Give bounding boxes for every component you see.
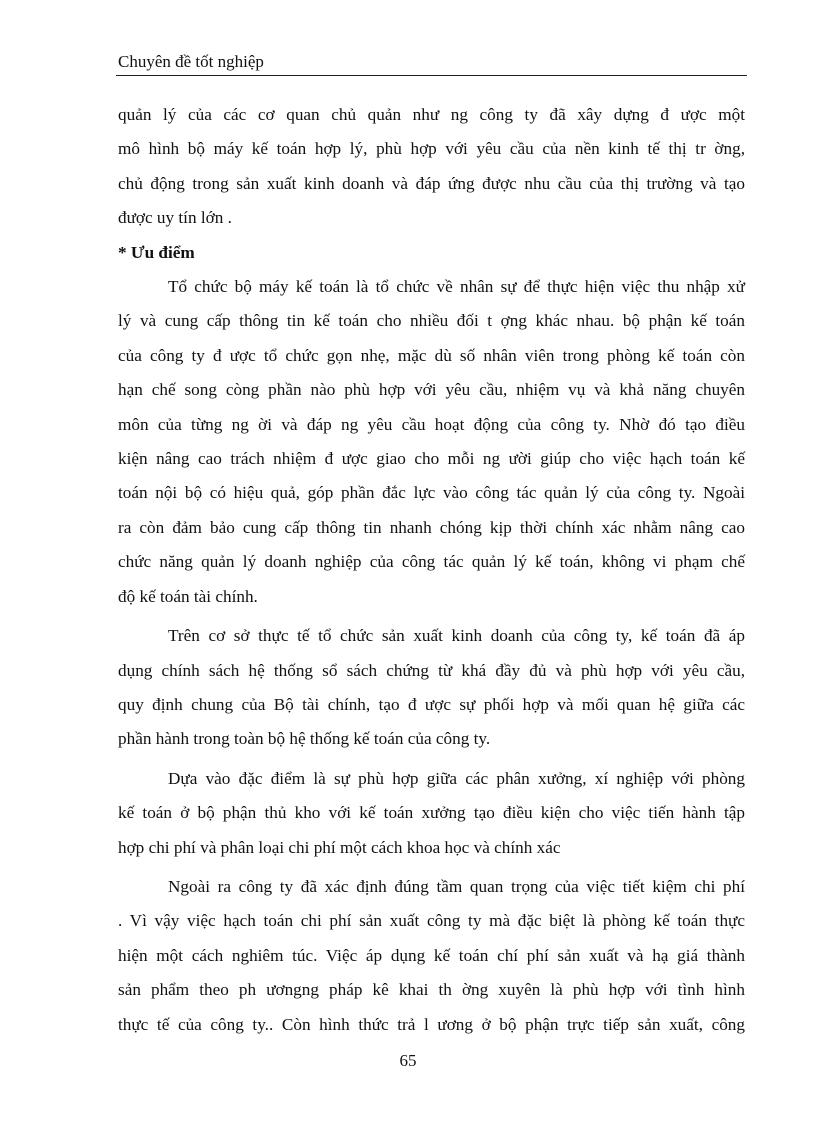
body-line: được uy tín lớn . bbox=[118, 208, 232, 228]
document-header: Chuyên đề tốt nghiệp bbox=[118, 52, 264, 71]
body-line: quản lý của các cơ quan chủ quản như ng công ty đã xây dựng đ ược một bbox=[118, 105, 745, 124]
section-heading: * Ưu điểm bbox=[118, 242, 195, 262]
body-line: Trên cơ sở thực tế tổ chức sản xuất kinh doanh của công ty, kế toán đã áp bbox=[168, 626, 745, 646]
body-line: độ kế toán tài chính. bbox=[118, 586, 258, 606]
page-number: 65 bbox=[399, 1051, 417, 1070]
body-line: hợp chi phí và phân loại chi phí một cách khoa học và chính xác bbox=[118, 837, 561, 857]
body-line: môn của từng ng ời và đáp ng yêu cầu hoạt động của công ty. Nhờ đó tạo điều bbox=[118, 414, 745, 434]
body-line: chức năng quản lý doanh nghiệp của công tác quản lý kế toán, không vi phạm chế bbox=[118, 552, 745, 572]
body-line: phần hành trong toàn bộ hệ thống kế toán của công ty. bbox=[118, 729, 491, 749]
body-line: Tổ chức bộ máy kế toán là tổ chức về nhân sự để thực hiện việc thu nhập xử bbox=[168, 277, 745, 297]
body-line: hạn chế song còng phần nào phù hợp với yêu cầu, nhiệm vụ và khả năng chuyên bbox=[118, 380, 745, 400]
body-line: thực tế của công ty.. Còn hình thức trả l ương ở bộ phận trực tiếp sản xuất, công bbox=[118, 1014, 745, 1034]
document-body bbox=[118, 98, 745, 1042]
body-line: kế toán ở bộ phận thủ kho với kế toán xưởng tạo điều kiện cho việc tiến hành tập bbox=[118, 803, 745, 823]
body-line: sản phẩm theo ph ươngng pháp kê khai th ờng xuyên là phù hợp với tình hình bbox=[118, 980, 745, 1000]
header-divider bbox=[116, 75, 747, 76]
body-line: Dựa vào đặc điểm là sự phù hợp giữa các phân xưởng, xí nghiệp với phòng bbox=[168, 768, 745, 788]
body-line: mô hình bộ máy kế toán hợp lý, phù hợp với yêu cầu của nền kinh tế thị tr ờng, bbox=[118, 139, 745, 159]
body-line: quy định chung của Bộ tài chính, tạo đ ược sự phối hợp và mối quan hệ giữa các bbox=[118, 694, 745, 714]
body-line: ra còn đảm bảo cung cấp thông tin nhanh chóng kịp thời chính xác nhằm nâng cao bbox=[118, 517, 745, 537]
body-line: . Vì vậy việc hạch toán chi phí sản xuất công ty mà đặc biệt là phòng kế toán thực bbox=[118, 911, 745, 931]
body-line: lý và cung cấp thông tin kế toán cho nhiều đối t ợng khác nhau. bộ phận kế toán bbox=[118, 311, 745, 331]
body-line: hiện một cách nghiêm túc. Việc áp dụng kế toán chí phí sản xuất và hạ giá thành bbox=[118, 945, 745, 965]
body-line: dụng chính sách hệ thống sổ sách chứng từ khá đầy đủ và phù hợp với yêu cầu, bbox=[118, 660, 745, 680]
body-line: chủ động trong sản xuất kinh doanh và đáp ứng được nhu cầu của thị trường và tạo bbox=[118, 173, 745, 193]
body-line: kiện nâng cao trách nhiệm đ ược giao cho mỗi ng ười giúp cho việc hạch toán kế bbox=[118, 449, 745, 469]
body-line: của công ty đ ược tổ chức gọn nhẹ, mặc dù số nhân viên trong phòng kế toán còn bbox=[118, 345, 745, 365]
body-line: toán nội bộ có hiệu quả, góp phần đắc lực vào công tác quản lý của công ty. Ngoài bbox=[118, 483, 745, 503]
body-line: Ngoài ra công ty đã xác định đúng tầm quan trọng của việc tiết kiệm chi phí bbox=[168, 876, 745, 896]
